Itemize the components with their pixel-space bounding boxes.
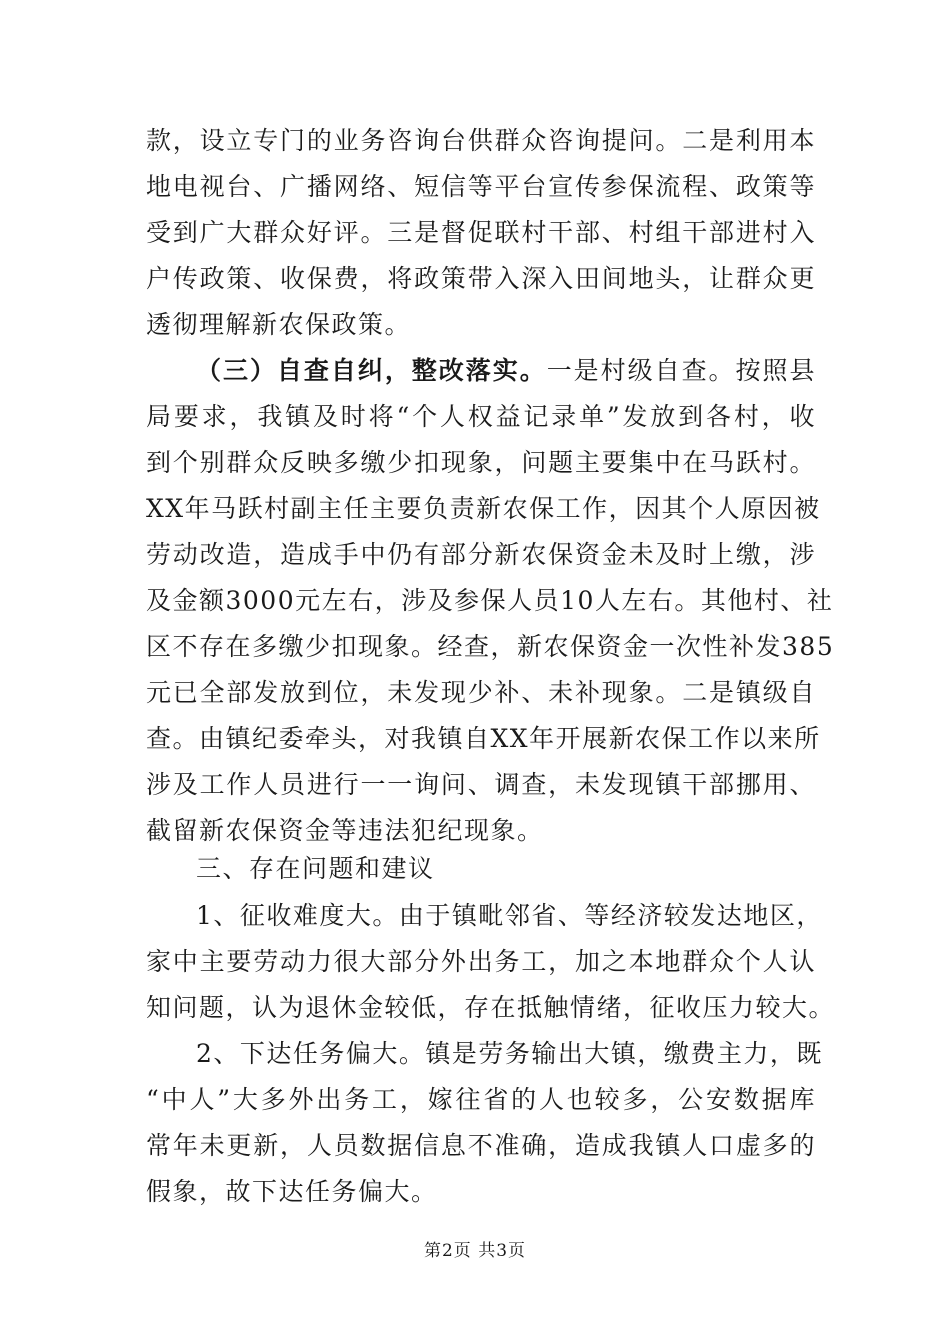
text-line: XX年马跃村副主任主要负责新农保工作，因其个人原因被 [146, 494, 821, 523]
list-item-first-line: 1、征收难度大。由于镇毗邻省、等经济较发达地区， [196, 901, 823, 930]
text-line: 区不存在多缴少扣现象。经查，新农保资金一次性补发385 [146, 632, 835, 661]
text-line: 常年未更新，人员数据信息不准确，造成我镇人口虚多的 [146, 1131, 816, 1160]
text-line: 到个别群众反映多缴少扣现象，问题主要集中在马跃村。 [146, 448, 816, 477]
text-line: 截留新农保资金等违法犯纪现象。 [146, 816, 544, 845]
section-heading: 三、存在问题和建议 [196, 854, 435, 883]
text-line: 受到广大群众好评。三是督促联村干部、村组干部进村入 [146, 218, 816, 247]
paragraph-first-line [196, 348, 816, 394]
text-run: 一是村级自查。按照县 [546, 356, 816, 385]
text-line: 劳动改造，造成手中仍有部分新农保资金未及时上缴，涉 [146, 540, 816, 569]
text-line: 及金额3000元左右，涉及参保人员10人左右。其他村、社 [146, 586, 834, 615]
text-line: 假象，故下达任务偏大。 [146, 1177, 438, 1206]
text-line: “中人”大多外出务工，嫁往省的人也较多，公安数据库 [146, 1085, 816, 1114]
text-line: 元已全部发放到位，未发现少补、未补现象。二是镇级自 [146, 678, 816, 707]
text-line: 款，设立专门的业务咨询台供群众咨询提问。二是利用本 [146, 126, 816, 155]
text-line: 家中主要劳动力很大部分外出务工，加之本地群众个人认 [146, 947, 816, 976]
text-line: 知问题，认为退休金较低，存在抵触情绪，征收压力较大。 [146, 993, 836, 1022]
text-line: 查。由镇纪委牵头，对我镇自XX年开展新农保工作以来所 [146, 724, 821, 753]
subsection-heading: （三）自查自纠，整改落实。 [196, 356, 547, 385]
text-line: 地电视台、广播网络、短信等平台宣传参保流程、政策等 [146, 172, 816, 201]
page-number: 第2页 共3页 [423, 1241, 527, 1261]
text-line: 涉及工作人员进行一一询问、调查，未发现镇干部挪用、 [146, 770, 816, 799]
text-line: 户传政策、收保费，将政策带入深入田间地头，让群众更 [146, 264, 816, 293]
list-item-first-line: 2、下达任务偏大。镇是劳务输出大镇，缴费主力，既 [196, 1039, 823, 1068]
text-line: 透彻理解新农保政策。 [146, 310, 412, 339]
text-line: 局要求，我镇及时将“个人权益记录单”发放到各村，收 [146, 402, 816, 431]
